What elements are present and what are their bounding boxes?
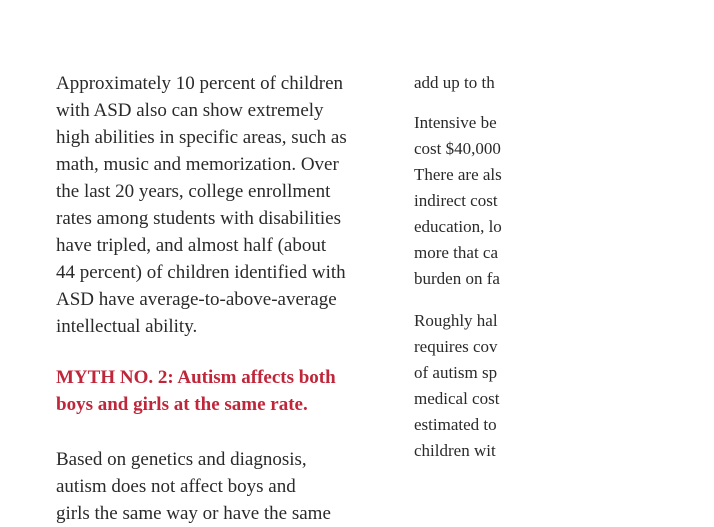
- text-line: education, lo: [414, 217, 502, 236]
- text-line: girls the same way or have the same: [56, 503, 331, 524]
- text-line: math, music and memorization. Over: [56, 154, 339, 175]
- text-line: high abilities in specific areas, such as: [56, 127, 347, 148]
- text-line: rates among students with disabilities: [56, 208, 341, 229]
- heading-line: boys and girls at the same rate.: [56, 394, 308, 415]
- text-line: requires cov: [414, 337, 498, 356]
- text-line: cost $40,000: [414, 139, 501, 158]
- right-paragraph-1: [414, 70, 714, 96]
- text-line: 44 percent) of children identified with: [56, 262, 346, 283]
- text-line: estimated to: [414, 415, 497, 434]
- text-line: children wit: [414, 441, 496, 460]
- text-line: with ASD also can show extremely: [56, 100, 324, 121]
- text-line: autism does not affect boys and: [56, 476, 296, 497]
- text-line: the last 20 years, college enrollment: [56, 181, 331, 202]
- text-line: Intensive be: [414, 113, 497, 132]
- text-line: Based on genetics and diagnosis,: [56, 449, 307, 470]
- text-line: burden on fa: [414, 269, 500, 288]
- text-line: have tripled, and almost half (about: [56, 235, 327, 256]
- text-line: Roughly hal: [414, 311, 498, 330]
- myth-heading: [56, 364, 386, 418]
- text-line: Approximately 10 percent of children: [56, 73, 344, 94]
- text-line: There are als: [414, 165, 502, 184]
- text-line: ASD have average-to-above-average: [56, 289, 337, 310]
- text-line: of autism sp: [414, 363, 498, 382]
- right-column: [414, 70, 714, 464]
- paragraph-autism-abilities: [56, 70, 386, 340]
- heading-line: MYTH NO. 2: Autism affects both: [56, 367, 336, 388]
- text-line: indirect cost: [414, 191, 498, 210]
- paragraph-genetics: [56, 446, 386, 527]
- text-line: add up to th: [414, 73, 495, 92]
- text-line: intellectual ability.: [56, 316, 198, 337]
- right-paragraph-2: [414, 110, 714, 292]
- text-line: more that ca: [414, 243, 499, 262]
- right-paragraph-3: [414, 308, 714, 464]
- text-line: medical cost: [414, 389, 500, 408]
- left-column: [56, 70, 386, 527]
